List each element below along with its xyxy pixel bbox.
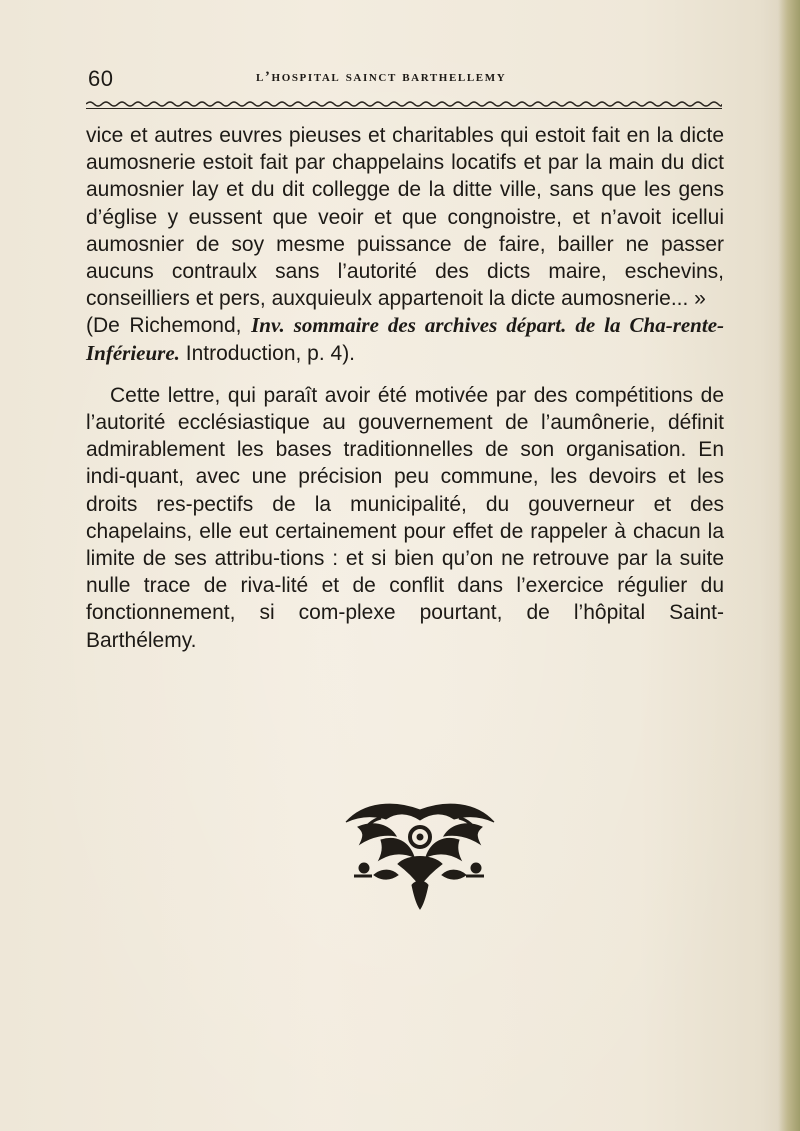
running-head xyxy=(88,66,718,96)
citation-prefix: (De Richemond, xyxy=(86,314,252,338)
fleuron-icon xyxy=(336,794,504,912)
page-edge-shadow xyxy=(778,0,800,1131)
citation xyxy=(86,312,724,366)
quotation-continuation: vice et autres euvres pieuses et charitables qui estoit fait en la dicte aumosnerie estoit fait par chappelains locatifs et par la main du dict aumosnier lay et du dit collegge de la ditte ville, sans que les gens d’église y eussent que veoir et que congnoistre, et n’avoit icellui aumosnier de soy mesme puissance de faire, bailler ne passer aucuns contraulx sans l’autorité des dicts maire, eschevins, conseilliers et pers, auxquieulx appartenoit la dicte aumosnerie... » xyxy=(86,124,724,311)
wavy-rule-icon xyxy=(86,100,722,110)
citation-title: Inv. sommaire des archives départ. de la Cha-rente-Inférieure. xyxy=(86,313,725,365)
citation-suffix: Introduction, p. 4). xyxy=(179,341,356,365)
body-paragraph: Cette lettre, qui paraît avoir été motivée par des compétitions de l’autorité ecclésiastique au gouvernement de l’aumônerie, définit admirablement les bases traditionnelles de son organisation. En indi-quant, avec une précision peu commune, les devoirs et les droits res-pectifs de la municipalité, du gouverneur et des chapelains, elle eut certainement pour effet de rappeler à chacun la limite de ses attribu-tions : et si bien qu’on ne retrouve par la suite nulle trace de riva-lité et de conflit dans l’exercice régulier du fonctionnement, si com-plexe pourtant, de l’hôpital Saint-Barthélemy. xyxy=(86,383,724,652)
page-number: 60 xyxy=(88,66,114,91)
main-text xyxy=(86,122,724,654)
running-title: l’hospital sainct barthellemy xyxy=(256,69,507,85)
